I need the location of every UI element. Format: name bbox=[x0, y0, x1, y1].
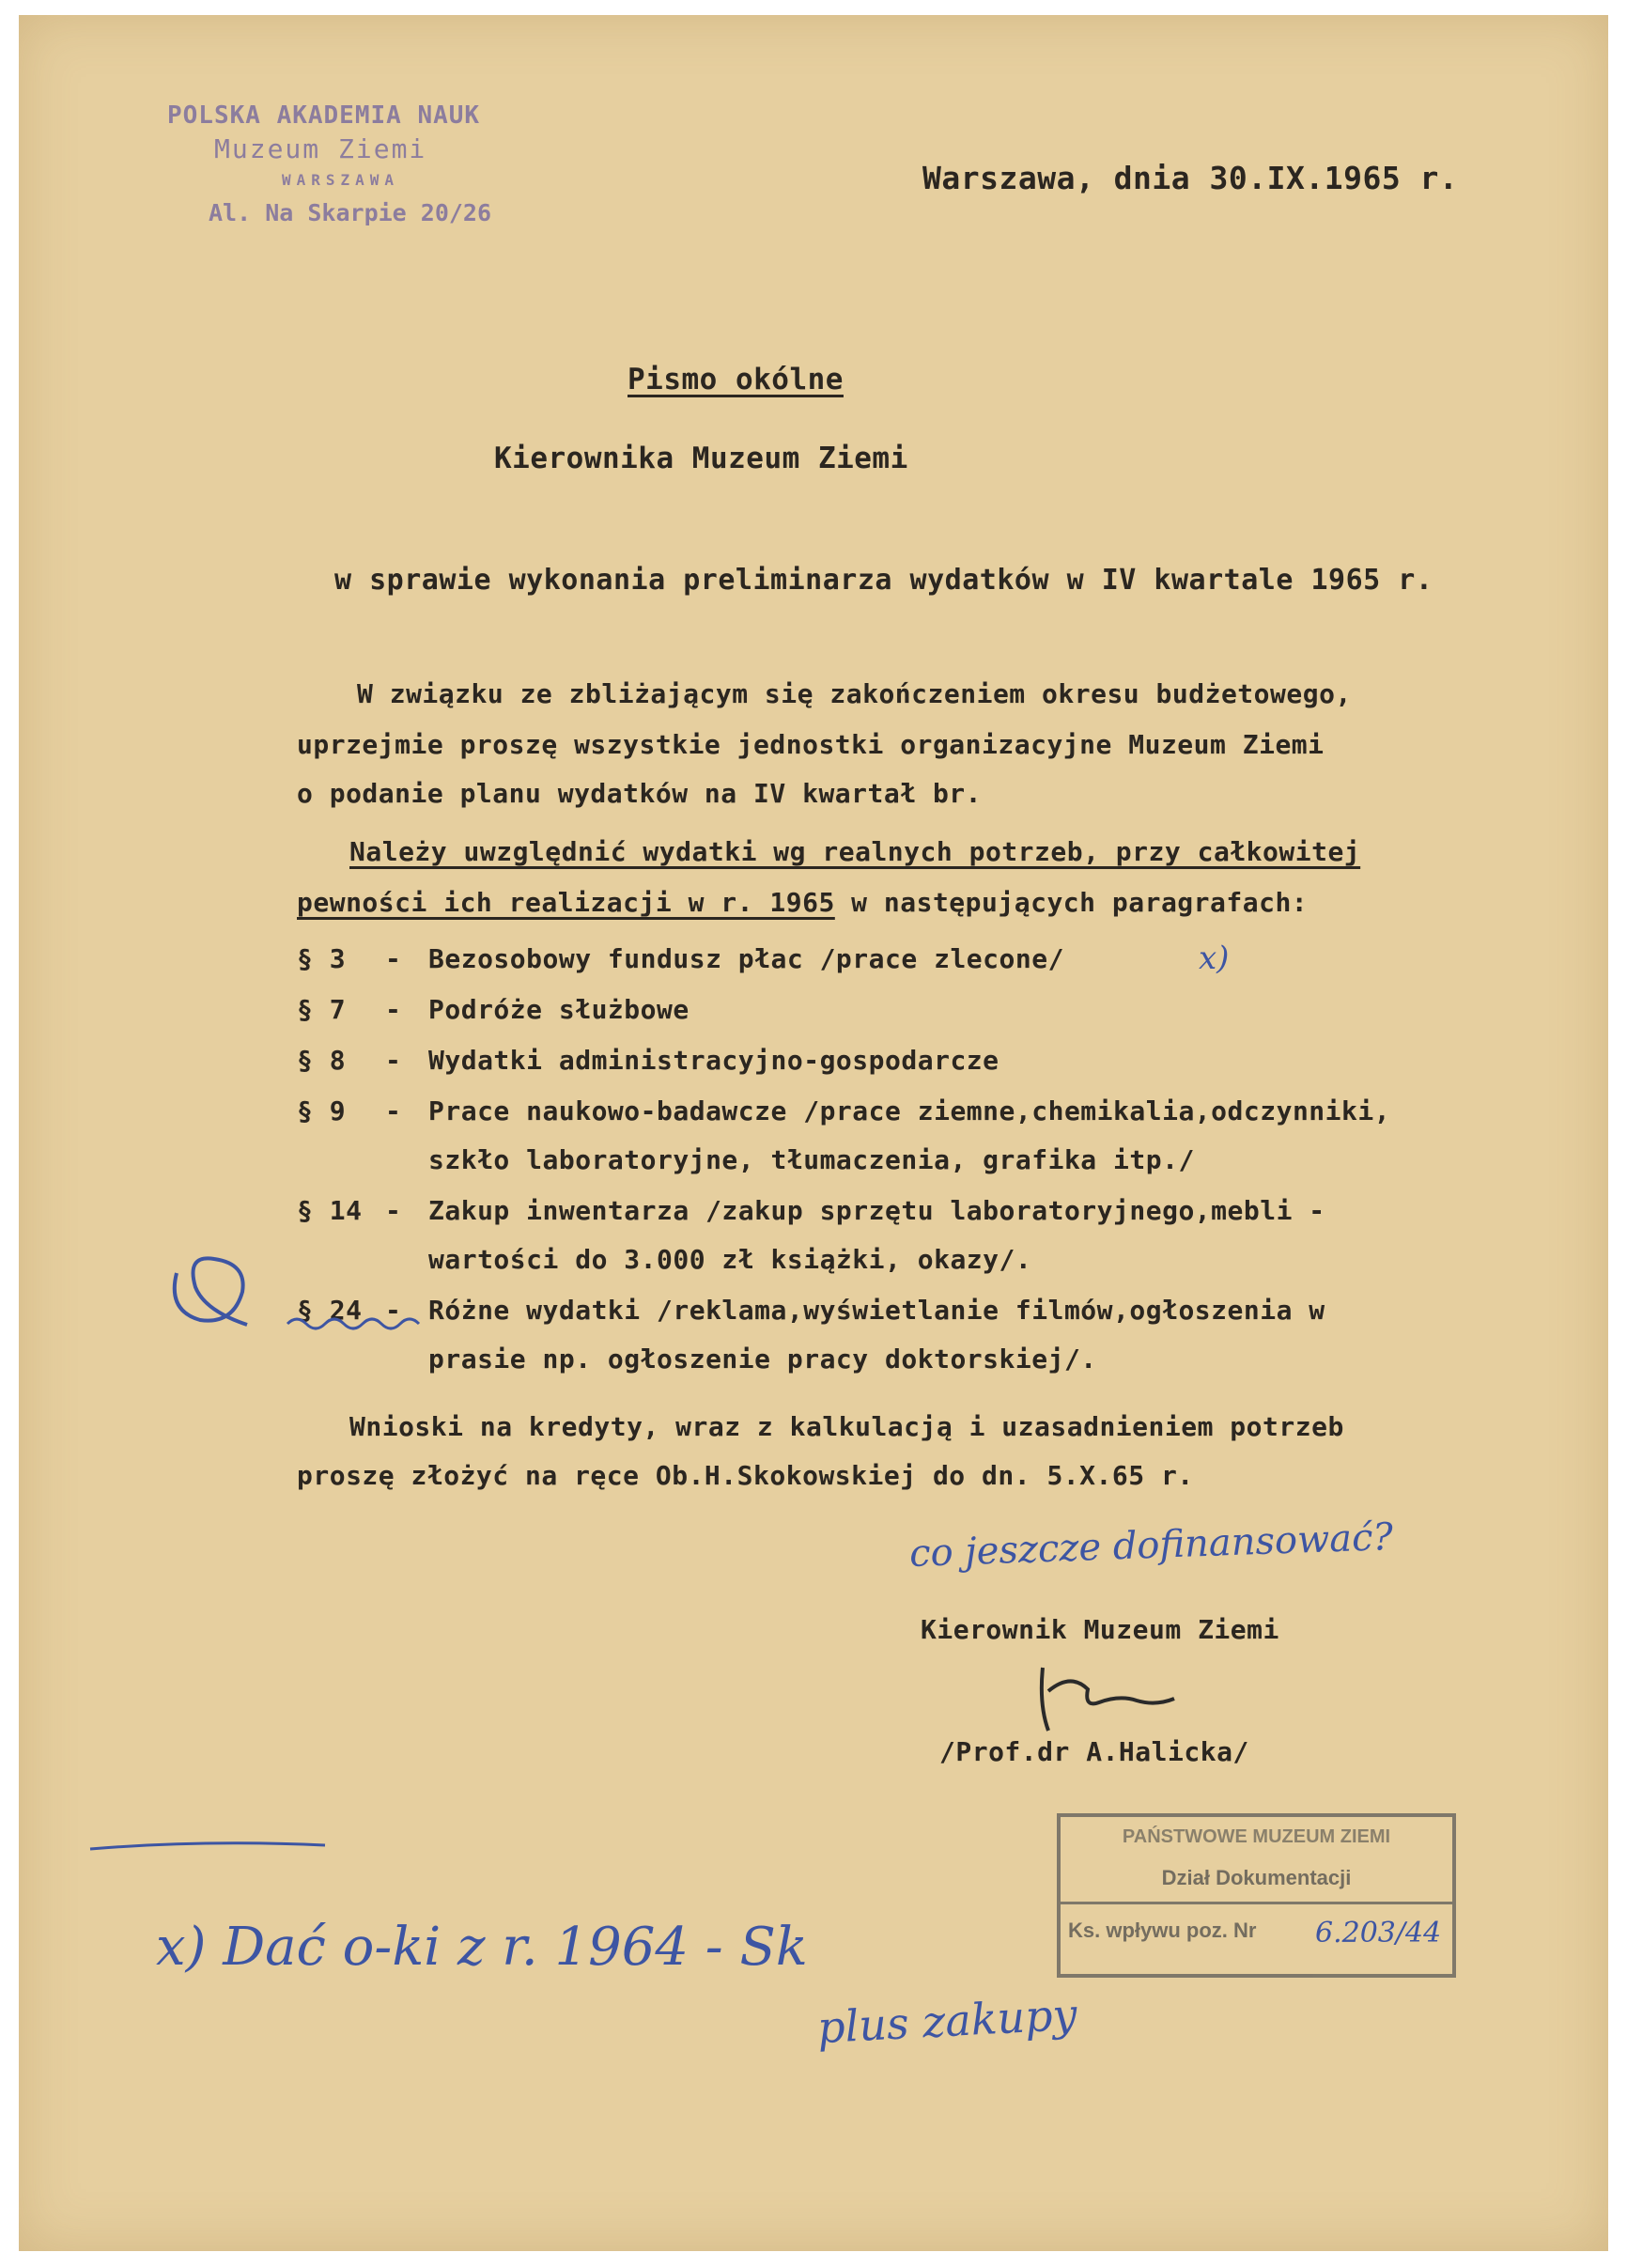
closing-line-2: proszę złożyć na ręce Ob.H.Skokowskiej do dn. 5.X.65 r. bbox=[297, 1460, 1194, 1491]
instruction-underlined-part: pewności ich realizacji w r. 1965 bbox=[297, 887, 835, 918]
paragraph-num: § 7 bbox=[297, 994, 347, 1025]
paragraph-dash: - bbox=[385, 1295, 402, 1326]
signature-name: /Prof.dr A.Halicka/ bbox=[939, 1736, 1249, 1767]
handwritten-note-bottom-1: x) Dać o-ki z r. 1964 - Sk bbox=[156, 1917, 808, 1978]
document-title: Pismo okólne bbox=[628, 363, 844, 396]
receipt-stamp bbox=[1057, 1813, 1456, 1978]
handwritten-mark-x: x) bbox=[1199, 940, 1230, 977]
paragraph-dash: - bbox=[385, 1095, 402, 1126]
receipt-stamp-label: Ks. wpływu poz. Nr bbox=[1068, 1918, 1257, 1942]
paragraph-text: Podróże służbowe bbox=[428, 994, 690, 1025]
closing-line-1: Wnioski na kredyty, wraz z kalkulacją i uzasadnieniem potrzeb bbox=[349, 1411, 1344, 1442]
handwritten-note-bottom-2: plus zakupy bbox=[815, 1988, 1078, 2054]
signature-scribble-icon bbox=[1033, 1654, 1184, 1738]
stamp-address: Al. Na Skarpie 20/26 bbox=[209, 199, 492, 226]
instruction-line-1: Należy uwzględnić wydatki wg realnych potrzeb, przy całkowitej bbox=[349, 836, 1361, 867]
intro-line-3: o podanie planu wydatków na IV kwartał br. bbox=[297, 778, 983, 809]
paragraph-text: Zakup inwentarza /zakup sprzętu laboratoryjnego,mebli - bbox=[428, 1195, 1325, 1226]
intro-line-1: W związku ze zbliżającym się zakończeniem okresu budżetowego, bbox=[357, 678, 1352, 709]
paragraph-num: § 24 bbox=[297, 1295, 363, 1326]
receipt-stamp-divider bbox=[1061, 1902, 1452, 1904]
instruction-rest: w następujących paragrafach: bbox=[834, 887, 1309, 918]
stamp-museum: Muzeum Ziemi bbox=[214, 133, 427, 164]
paragraph-text: prasie np. ogłoszenie pracy doktorskiej/. bbox=[428, 1344, 1097, 1375]
paragraph-text: Różne wydatki /reklama,wyświetlanie filmów,ogłoszenia w bbox=[428, 1295, 1325, 1326]
paragraph-text: Bezosobowy fundusz płac /prace zlecone/ bbox=[428, 943, 1064, 974]
paragraph-dash: - bbox=[385, 994, 402, 1025]
signature-title: Kierownik Muzeum Ziemi bbox=[921, 1614, 1279, 1645]
paragraph-num: § 9 bbox=[297, 1095, 347, 1126]
paragraph-dash: - bbox=[385, 1045, 402, 1076]
paragraph-num: § 3 bbox=[297, 943, 347, 974]
handwritten-line-icon bbox=[90, 1840, 325, 1858]
handwritten-note-question: co jeszcze dofinansować? bbox=[908, 1515, 1394, 1576]
paragraph-num: § 14 bbox=[297, 1195, 363, 1226]
paragraph-text: szkło laboratoryjne, tłumaczenia, grafika itp./ bbox=[428, 1144, 1195, 1175]
wavy-underline-icon bbox=[287, 1310, 419, 1338]
stamp-city: WARSZAWA bbox=[282, 171, 400, 189]
date-line: Warszawa, dnia 30.IX.1965 r. bbox=[922, 160, 1459, 196]
document-subtitle: Kierownika Muzeum Ziemi bbox=[494, 442, 908, 475]
paragraph-dash: - bbox=[385, 1195, 402, 1226]
receipt-stamp-number: 6.203/44 bbox=[1315, 1917, 1442, 1950]
paragraph-dash: - bbox=[385, 943, 402, 974]
paragraph-text: Prace naukowo-badawcze /prace ziemne,chemikalia,odczynniki, bbox=[428, 1095, 1391, 1126]
receipt-stamp-institution: PAŃSTWOWE MUZEUM ZIEMI bbox=[1122, 1826, 1391, 1847]
document-subject: w sprawie wykonania preliminarza wydatków w IV kwartale 1965 r. bbox=[334, 564, 1433, 597]
stamp-academy: POLSKA AKADEMIA NAUK bbox=[167, 101, 481, 130]
intro-line-2: uprzejmie proszę wszystkie jednostki organizacyjne Muzeum Ziemi bbox=[297, 729, 1325, 760]
margin-mark-icon bbox=[158, 1245, 261, 1339]
receipt-stamp-department: Dział Dokumentacji bbox=[1161, 1866, 1352, 1889]
paragraph-text: Wydatki administracyjno-gospodarcze bbox=[428, 1045, 999, 1076]
paragraph-text: wartości do 3.000 zł książki, okazy/. bbox=[428, 1244, 1032, 1275]
instruction-line-2 bbox=[297, 887, 1308, 918]
paragraph-num: § 8 bbox=[297, 1045, 347, 1076]
